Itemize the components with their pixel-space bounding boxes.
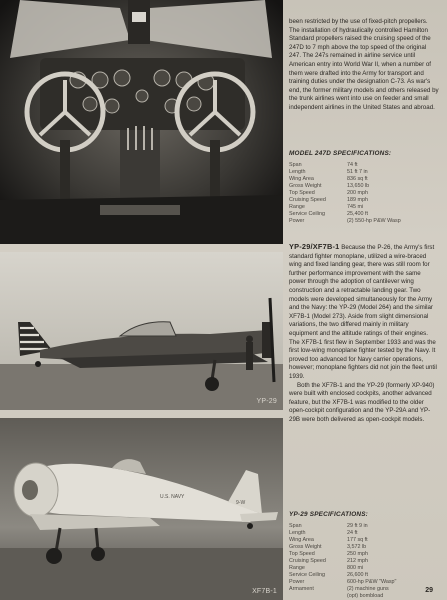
- spec-value: 600-hp P&W "Wasp": [347, 578, 397, 585]
- spec-value: 25,400 ft: [347, 210, 368, 217]
- spec-label: Cruising Speed: [289, 557, 326, 564]
- spec247-table: [289, 162, 434, 225]
- cockpit-image: [0, 0, 283, 244]
- spec-row: [289, 586, 434, 593]
- yp29-specifications: [289, 511, 439, 600]
- spec29-table: [289, 523, 434, 600]
- spec-row: [289, 190, 434, 197]
- spec-row: [289, 593, 434, 600]
- spec-value: 3,572 lb: [347, 543, 367, 550]
- spec-label: Cruising Speed: [289, 196, 326, 203]
- spec-row: [289, 197, 434, 204]
- spec-row: [289, 523, 434, 530]
- yp29-text-block: [289, 243, 439, 424]
- cockpit-photo: [0, 0, 283, 244]
- xf7b1-image: [0, 418, 283, 600]
- spec29-title: YP-29 SPECIFICATIONS:: [289, 511, 369, 518]
- spec-value: (2) machine guns: [347, 585, 389, 592]
- spec-label: [289, 593, 347, 600]
- spec-value: 212 mph: [347, 557, 368, 564]
- yp29-paragraph-2: Both the XF7B-1 and the YP-29 (formerly XP-940) were built with enclosed cockpits, another advanced feature, but the XF7B-1 was modified to the older open-cockpit configuration and the YP-29A and YP-29B were both delivered as open-cockpit models.: [289, 381, 435, 423]
- spec-label: Range: [289, 203, 305, 210]
- intro-paragraph: been restricted by the use of fixed-pitch propellers. The installation of hydraulically controlled Hamilton Standard propellers raised the cruising speed of the 247D to 7 mph above the top speed of the original 247. The 247s remained in airline service until American entry into World War II, when a number of them were drafted into the Army for transport and training duties under the designation C-73. As war's end, the former military models and others released by the trunk airlines went into use on feeder and small independent airlines in the United States and abroad.: [289, 18, 439, 111]
- svg-text:U.S. NAVY: U.S. NAVY: [160, 494, 185, 500]
- spec-row: [289, 544, 434, 551]
- spec-label: Service Ceiling: [289, 210, 325, 217]
- spec-label: Span: [289, 161, 302, 168]
- spec-row: [289, 565, 434, 572]
- spec-value: (opt) bombload: [347, 592, 384, 599]
- spec-row: [289, 530, 434, 537]
- spec-row: [289, 162, 434, 169]
- spec-value: 177 sq ft: [347, 536, 368, 543]
- spec-row: [289, 579, 434, 586]
- spec-label: Power: [289, 578, 305, 585]
- spec-value: 13,650 lb: [347, 182, 370, 189]
- spec-value: 29 ft 9 in: [347, 522, 368, 529]
- spec-value: 836 sq ft: [347, 175, 368, 182]
- spec-row: [289, 537, 434, 544]
- spec-label: Top Speed: [289, 550, 315, 557]
- spec-label: Armament: [289, 585, 314, 592]
- spec-row: [289, 218, 434, 225]
- yp29-paragraph-1-body: Because the P-26, the Army's first standard fighter monoplane, utilized a wire-braced wing and fixed landing gear, there was still room for further performance improvement with the same power through the adoption of cantilever wing construction and a retractable landing gear. Two models were developed simultaneously for the Army and the Navy: the YP-29 (Model 264) and the similar XF7B-1 (Model 273). Aside from slight dimensional variations, the two differed mainly in military equipment and the altitude ratings of their engines. The XF7B-1 first flew in September 1933 and was the first low-wing monoplane fighter tested by the Navy. It proved too advanced for Navy carrier operations, however; monoplane fighters did not join the fleet until 1939.: [289, 244, 437, 380]
- intro-text-block: [289, 18, 439, 113]
- spec-value: (2) 550-hp P&W Wasp: [347, 217, 401, 224]
- spec-label: Range: [289, 564, 305, 571]
- spec-label: Service Ceiling: [289, 571, 325, 578]
- spec-row: [289, 176, 434, 183]
- spec-label: Length: [289, 168, 306, 175]
- spec-label: Wing Area: [289, 536, 314, 543]
- xf7b1-photo-caption: XF7B-1: [252, 588, 277, 595]
- spec-value: 26,600 ft: [347, 571, 368, 578]
- spec-row: [289, 558, 434, 565]
- xf7b1-photo: [0, 418, 283, 600]
- spec-row: [289, 169, 434, 176]
- spec-label: Gross Weight: [289, 543, 322, 550]
- spec-value: 74 ft: [347, 161, 358, 168]
- spec-label: Span: [289, 522, 302, 529]
- yp29-image: [0, 252, 283, 410]
- spec-label: Length: [289, 529, 306, 536]
- section-heading: YP-29/XF7B-1: [289, 242, 340, 251]
- yp29-photo-caption: YP-29: [256, 398, 277, 405]
- spec-row: [289, 204, 434, 211]
- spec-label: Power: [289, 217, 305, 224]
- page-number: 29: [425, 587, 433, 594]
- yp29-paragraph-1: [289, 243, 439, 382]
- spec-row: [289, 572, 434, 579]
- yp29-photo: [0, 252, 283, 410]
- spec-label: Top Speed: [289, 189, 315, 196]
- spec247-title: MODEL 247D SPECIFICATIONS:: [289, 150, 392, 157]
- xf7b1-tail-marking: 9-W: [236, 500, 246, 506]
- spec-row: [289, 551, 434, 558]
- model-247d-specifications: [289, 150, 439, 225]
- spec-value: 51 ft 7 in: [347, 168, 368, 175]
- spec-label: Gross Weight: [289, 182, 322, 189]
- spec-label: Wing Area: [289, 175, 314, 182]
- spec-value: 800 mi: [347, 564, 364, 571]
- spec-value: 250 mph: [347, 550, 368, 557]
- spec-row: [289, 211, 434, 218]
- spec-value: 200 mph: [347, 189, 368, 196]
- spec-value: 24 ft: [347, 529, 358, 536]
- spec-row: [289, 183, 434, 190]
- spec-value: 745 mi: [347, 203, 364, 210]
- spec-value: 189 mph: [347, 196, 368, 203]
